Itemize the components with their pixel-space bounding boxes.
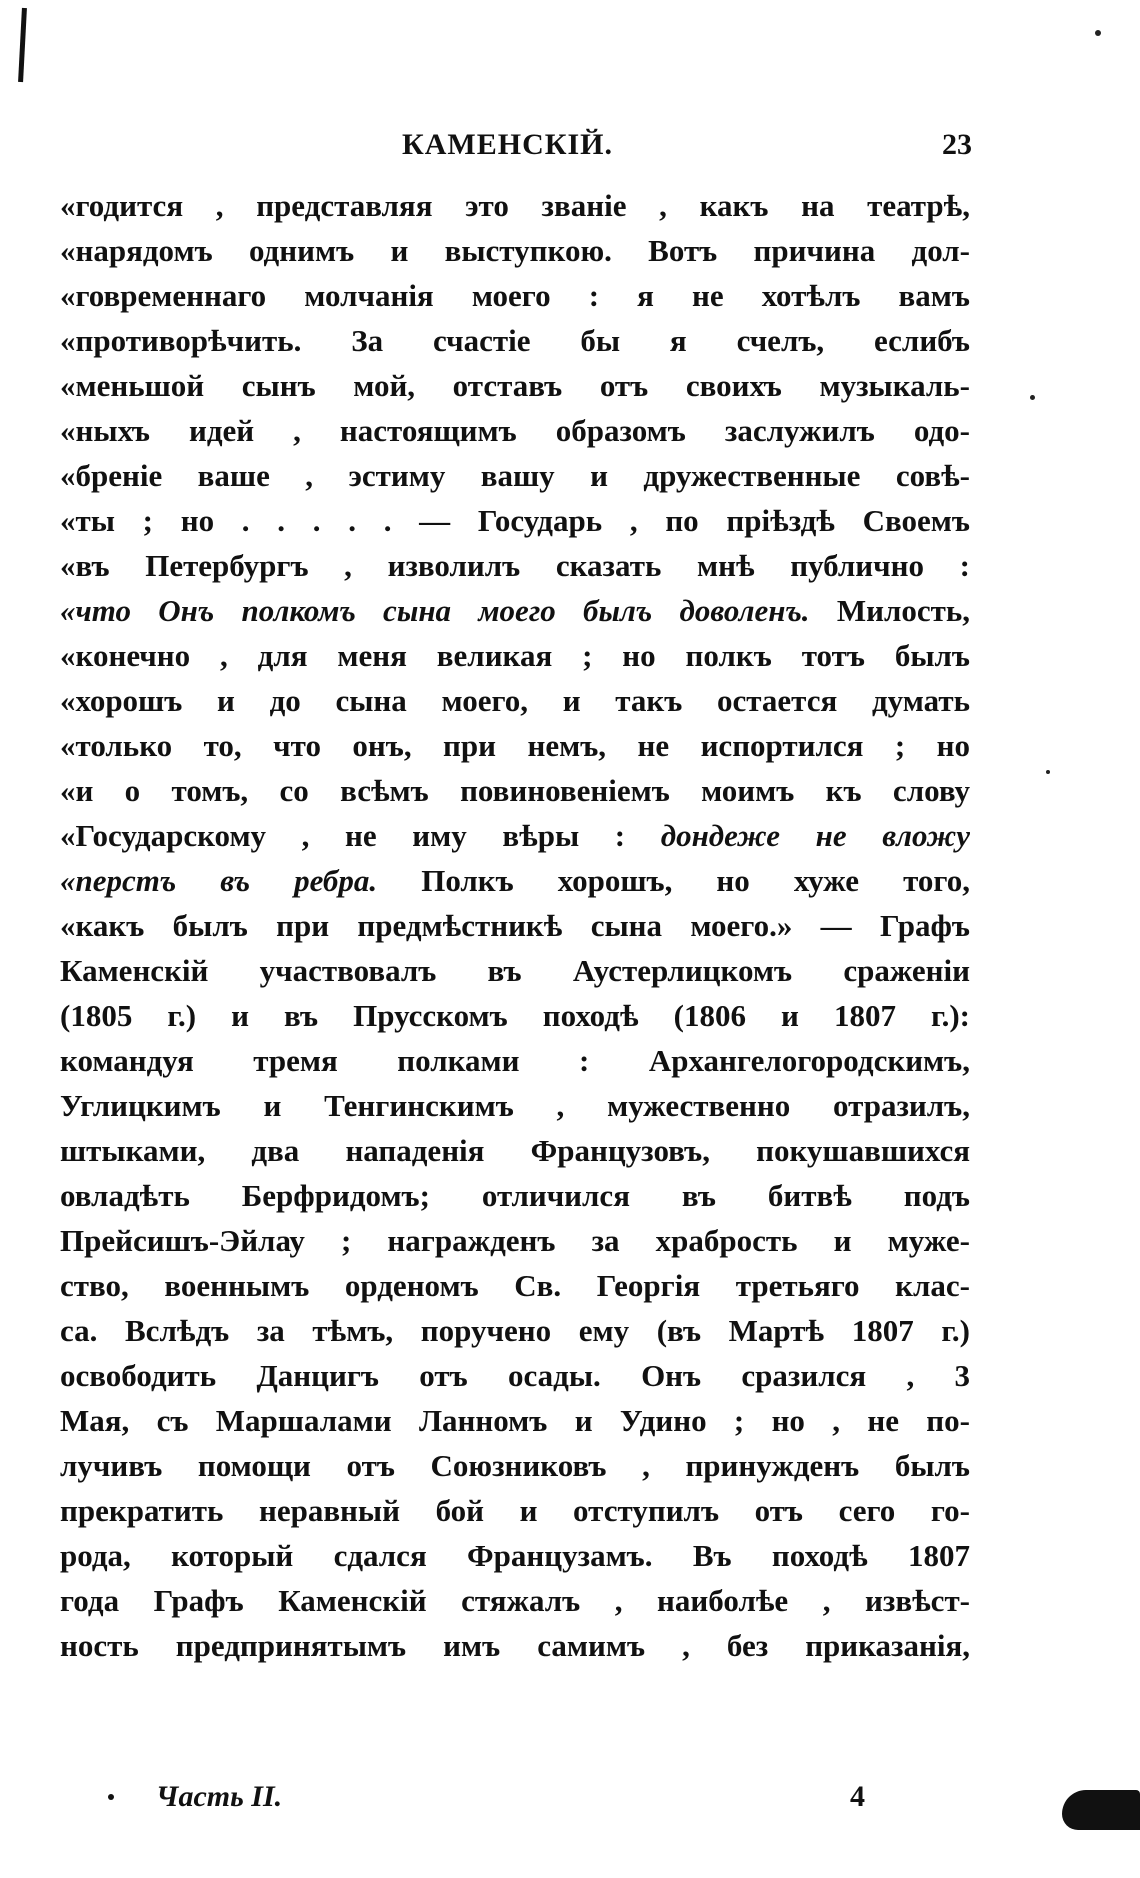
text-line bbox=[60, 1083, 970, 1128]
text-segment: «перстъ въ ребра. bbox=[60, 863, 378, 898]
text-segment: «только то, что онъ, при немъ, не испортился ; но bbox=[60, 728, 970, 763]
text-segment: дондеже не вложу bbox=[660, 818, 970, 853]
text-line bbox=[60, 1218, 970, 1263]
text-line bbox=[60, 1488, 970, 1533]
text-segment: Каменскій участвовалъ въ Аустерлицкомъ сраженіи bbox=[60, 953, 970, 988]
text-line bbox=[60, 363, 970, 408]
text-line bbox=[60, 1623, 970, 1668]
text-segment: командуя тремя полками : Архангелогородскимъ, bbox=[60, 1043, 970, 1078]
text-segment: «противорѣчить. За счастіе бы я счелъ, еслибъ bbox=[60, 323, 970, 358]
ink-speck bbox=[1046, 770, 1050, 774]
text-line bbox=[60, 183, 970, 228]
text-segment: «какъ былъ при предмѣстникѣ сына моего.» — Графъ bbox=[60, 908, 970, 943]
text-segment: освободить Данцигъ отъ осады. Онъ сразился , 3 bbox=[60, 1358, 970, 1393]
footer-dot bbox=[108, 1794, 114, 1800]
text-line bbox=[60, 633, 970, 678]
text-segment: «говременнаго молчанія моего : я не хотѣлъ вамъ bbox=[60, 278, 970, 313]
page-header bbox=[72, 128, 980, 168]
text-line bbox=[60, 858, 970, 903]
ink-speck bbox=[1030, 395, 1035, 400]
text-line bbox=[60, 1128, 970, 1173]
signature-mark: Часть II. bbox=[156, 1780, 283, 1813]
text-segment: ность предпринятымъ имъ самимъ , без приказанія, bbox=[60, 1628, 970, 1663]
text-segment: «конечно , для меня великая ; но полкъ тотъ былъ bbox=[60, 638, 970, 673]
ink-speck bbox=[1095, 30, 1101, 36]
text-segment: «меньшой сынъ мой, отставъ отъ своихъ музыкаль- bbox=[60, 368, 970, 403]
text-line bbox=[60, 1038, 970, 1083]
text-line bbox=[60, 453, 970, 498]
text-segment: рода, который сдался Французамъ. Въ походѣ 1807 bbox=[60, 1538, 970, 1573]
text-line bbox=[60, 1578, 970, 1623]
text-line bbox=[60, 228, 970, 273]
text-segment: «Государскому , не иму вѣры : bbox=[60, 818, 661, 853]
text-segment: Углицкимъ и Тенгинскимъ , мужественно отразилъ, bbox=[60, 1088, 970, 1123]
text-segment: Прейсишъ-Эйлау ; награжденъ за храбрость и муже- bbox=[60, 1223, 970, 1258]
text-segment: прекратить неравный бой и отступилъ отъ сего го- bbox=[60, 1493, 970, 1528]
text-segment: (1805 г.) и въ Прусскомъ походѣ (1806 и 1807 г.): bbox=[60, 998, 970, 1033]
sheet-number: 4 bbox=[850, 1780, 865, 1813]
text-segment: ство, военнымъ орденомъ Св. Георгія третьяго клас- bbox=[60, 1268, 970, 1303]
text-segment: са. Вслѣдъ за тѣмъ, поручено ему (въ Мартѣ 1807 г.) bbox=[60, 1313, 970, 1348]
text-line bbox=[60, 723, 970, 768]
ink-blot bbox=[1062, 1790, 1140, 1830]
text-line bbox=[60, 543, 970, 588]
text-segment: штыками, два нападенія Французовъ, покушавшихся bbox=[60, 1133, 970, 1168]
text-line bbox=[60, 498, 970, 543]
text-line bbox=[60, 1353, 970, 1398]
text-segment: «и о томъ, со всѣмъ повиновеніемъ моимъ къ слову bbox=[60, 773, 970, 808]
text-line bbox=[60, 318, 970, 363]
text-line bbox=[60, 1533, 970, 1578]
text-line bbox=[60, 1398, 970, 1443]
text-line bbox=[60, 678, 970, 723]
text-line bbox=[60, 1443, 970, 1488]
text-segment: «ты ; но . . . . . — Государь , по пріѣздѣ Своемъ bbox=[60, 503, 970, 538]
text-segment: «въ Петербургъ , изволилъ сказать мнѣ публично : bbox=[60, 548, 970, 583]
text-line bbox=[60, 948, 970, 993]
body-text bbox=[60, 183, 970, 1668]
running-head: КАМЕНСКІЙ. bbox=[402, 128, 614, 161]
text-line bbox=[60, 588, 970, 633]
page-number: 23 bbox=[942, 128, 972, 161]
text-line bbox=[60, 408, 970, 453]
text-line bbox=[60, 813, 970, 858]
text-segment: Полкъ хорошъ, но хуже того, bbox=[377, 863, 970, 898]
text-segment: «годится , представляя это званіе , какъ на театрѣ, bbox=[60, 188, 970, 223]
text-segment: Мая, съ Маршалами Ланномъ и Удино ; но , не по- bbox=[60, 1403, 970, 1438]
page-footer bbox=[60, 1780, 970, 1820]
text-line bbox=[60, 993, 970, 1038]
text-segment: «нарядомъ однимъ и выступкою. Вотъ причина дол- bbox=[60, 233, 970, 268]
text-line bbox=[60, 1308, 970, 1353]
text-segment: «бреніе ваше , эстиму вашу и дружественные совѣ- bbox=[60, 458, 970, 493]
text-segment: «ныхъ идей , настоящимъ образомъ заслужилъ одо- bbox=[60, 413, 970, 448]
text-segment: овладѣть Берфридомъ; отличился въ битвѣ подъ bbox=[60, 1178, 970, 1213]
text-segment: «что Онъ полкомъ сына моего былъ доволенъ. bbox=[60, 593, 810, 628]
text-segment: Милость, bbox=[809, 593, 970, 628]
text-segment: лучивъ помощи отъ Союзниковъ , принужденъ былъ bbox=[60, 1448, 970, 1483]
text-line bbox=[60, 273, 970, 318]
left-margin-stroke bbox=[18, 8, 27, 82]
text-line bbox=[60, 903, 970, 948]
text-line bbox=[60, 768, 970, 813]
text-segment: года Графъ Каменскій стяжалъ , наиболѣе , извѣст- bbox=[60, 1583, 970, 1618]
text-line bbox=[60, 1263, 970, 1308]
text-line bbox=[60, 1173, 970, 1218]
text-segment: «хорошъ и до сына моего, и такъ остается думать bbox=[60, 683, 970, 718]
